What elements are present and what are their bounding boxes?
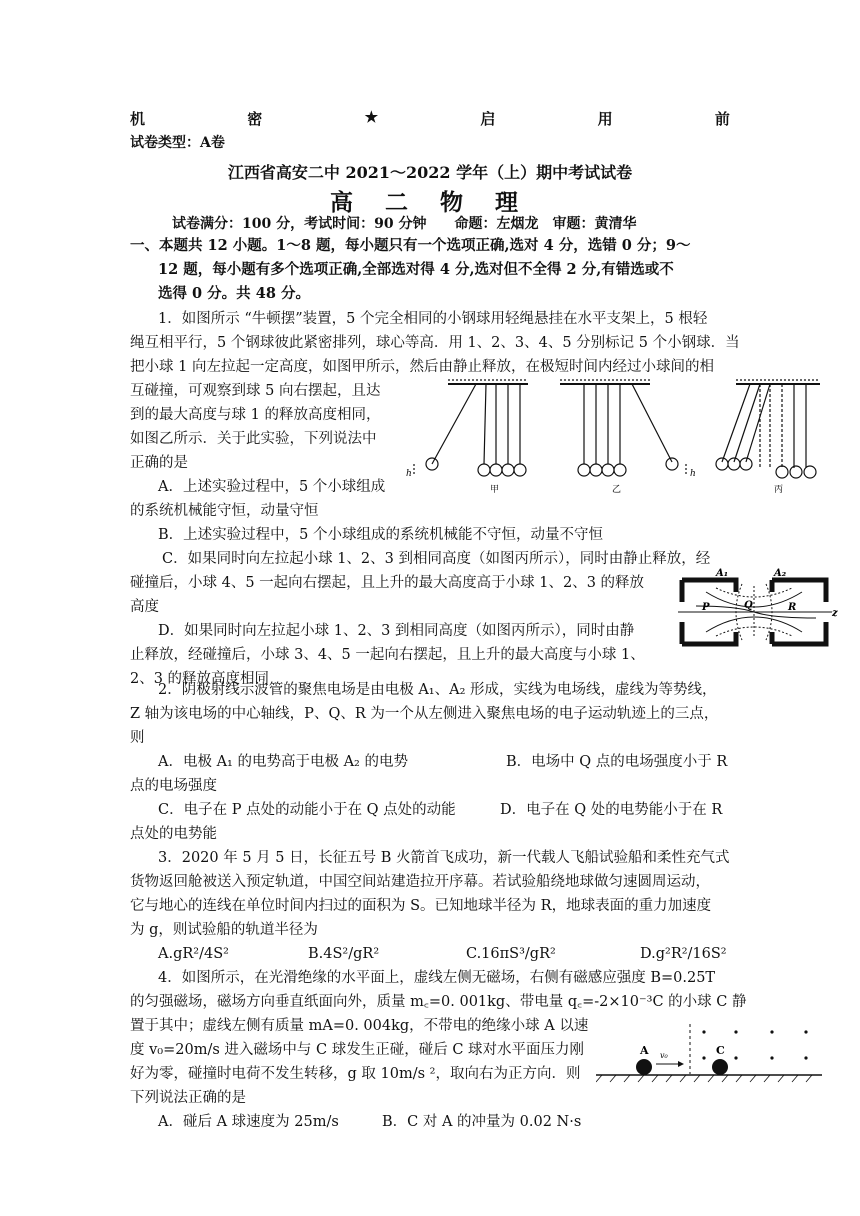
q1-option-d: D．如果同时向左拉起小球 1、2、3 到相同高度（如图丙所示），同时由静 bbox=[158, 623, 635, 639]
q2-text: 2．阴极射线示波管的聚焦电场是由电极 A₁、A₂ 形成，实线为电场线，虚线为等势线， bbox=[158, 682, 717, 698]
q4-text: 下列说法正确的是 bbox=[130, 1090, 246, 1106]
q2-option-d: D．电子在 Q 处的电势能小于在 R bbox=[500, 802, 723, 818]
velocity-label: v₀ bbox=[660, 1051, 668, 1060]
q3-text: 它与地心的连线在单位时间内扫过的面积为 S。已知地球半径为 R，地球表面的重力加速度 bbox=[130, 898, 712, 914]
q1-text: 绳互相平行，5 个钢球彼此紧密排列，球心等高．用 1、2、3、4、5 分别标记 5 个小钢球．当 bbox=[130, 335, 740, 351]
q3-option-c: C.16πS³/gR² bbox=[466, 946, 556, 962]
q1-text: 互碰撞，可观察到球 5 向右摆起，且达 bbox=[130, 383, 381, 399]
section-instructions: 一、本题共 12 小题。1～8 题，每小题只有一个选项正确,选对 4 分，选错 0 分；9～ bbox=[130, 237, 691, 254]
secret-word: 用 bbox=[597, 110, 613, 128]
q3-option-a: A.gR²/4S² bbox=[158, 946, 229, 962]
secret-word: 前 bbox=[714, 110, 730, 128]
q1-text: 1．如图所示 “牛顿摆”装置，5 个完全相同的小钢球用轻绳悬挂在水平支架上，5 根轻 bbox=[158, 311, 708, 327]
q1-text: 正确的是 bbox=[130, 455, 188, 471]
confidential-banner bbox=[130, 108, 730, 129]
point-r-label: R bbox=[788, 602, 797, 613]
ball-a-label: A bbox=[640, 1044, 649, 1057]
q1-text: 如图乙所示．关于此实验，下列说法中 bbox=[130, 431, 377, 447]
q2-option-a: A．电极 A₁ 的电势高于电极 A₂ 的电势 bbox=[158, 754, 408, 770]
focusing-field-figure bbox=[676, 562, 840, 662]
electrode-a1-label: A₁ bbox=[716, 568, 729, 579]
q1-option-c: 碰撞后，小球 4、5 一起向右摆起，且上升的最大高度高于小球 1、2、3 的释放 bbox=[130, 575, 645, 591]
q4-option-b: B．C 对 A 的冲量为 0.02 N·s bbox=[382, 1114, 582, 1130]
q4-option-a: A．碰后 A 球速度为 25m/s bbox=[158, 1114, 339, 1130]
q3-option-d: D.g²R²/16S² bbox=[640, 946, 727, 962]
q1-option-c: 高度 bbox=[130, 599, 159, 615]
q2-text: Z 轴为该电场的中心轴线，P、Q、R 为一个从左侧进入聚焦电场的电子运动轨迹上的三点， bbox=[130, 706, 719, 722]
secret-word: 密 bbox=[247, 110, 263, 128]
z-axis-label: z bbox=[832, 608, 838, 619]
q1-option-d: 2、3 的释放高度相同 bbox=[130, 671, 270, 687]
q1-option-c: C．如果同时向左拉起小球 1、2、3 到相同高度（如图丙所示），同时由静止释放，经 bbox=[162, 551, 711, 567]
section-instructions: 12 题，每小题有多个选项正确,全部选对得 4 分,选对但不全得 2 分,有错选或不 bbox=[158, 261, 674, 278]
figure-label-bing: 丙 bbox=[774, 485, 784, 495]
section-instructions: 选得 0 分。共 48 分。 bbox=[158, 285, 310, 302]
q2-text: 则 bbox=[130, 730, 145, 746]
figure-label-yi: 乙 bbox=[612, 485, 622, 495]
collision-figure bbox=[596, 1020, 832, 1084]
secret-star: ★ bbox=[364, 108, 379, 126]
electrode-a2-label: A₂ bbox=[774, 568, 787, 579]
q3-text: 为 g，则试验船的轨道半径为 bbox=[130, 922, 318, 938]
q1-option-d: 止释放，经碰撞后，小球 3、4、5 一起向右摆起，且上升的最大高度与小球 1、 bbox=[130, 647, 645, 663]
q3-text: 3．2020 年 5 月 5 日，长征五号 B 火箭首飞成功，新一代载人飞船试验船和柔性充气式 bbox=[158, 850, 730, 866]
subject-title: 高 二 物 理 bbox=[329, 189, 531, 216]
q3-option-b: B.4S²/gR² bbox=[308, 946, 380, 962]
q1-option-a: 的系统机械能守恒，动量守恒 bbox=[130, 503, 319, 519]
q1-text: 到的最大高度与球 1 的释放高度相同， bbox=[130, 407, 381, 423]
height-label: h bbox=[406, 469, 412, 479]
point-p-label: P bbox=[702, 602, 710, 613]
q4-text: 4．如图所示，在光滑绝缘的水平面上，虚线左侧无磁场，右侧有磁感应强度 B=0.25T bbox=[158, 970, 716, 986]
secret-word: 启 bbox=[480, 110, 496, 128]
q4-text: 好为零，碰撞时电荷不发生转移，g 取 10m/s ²，取向右为正方向．则 bbox=[130, 1066, 581, 1082]
secret-word: 机 bbox=[130, 110, 146, 128]
paper-type: 试卷类型：A卷 bbox=[130, 135, 225, 151]
height-label: h bbox=[690, 469, 696, 479]
school-title: 江西省高安二中 2021～2022 学年（上）期中考试试卷 bbox=[227, 163, 633, 182]
q1-option-a: A．上述实验过程中，5 个小球组成 bbox=[158, 479, 386, 495]
q4-text: 的匀强磁场，磁场方向垂直纸面向外，质量 m꜀=0. 001kg、带电量 q꜀=-2×10⁻³C 的小球 C 静 bbox=[130, 994, 747, 1010]
q4-text: 度 v₀=20m/s 进入磁场中与 C 球发生正碰，碰后 C 球对水平面压力刚 bbox=[130, 1042, 585, 1058]
q3-text: 货物返回舱被送入预定轨道，中国空间站建造拉开序幕。若试验船绕地球做匀速圆周运动， bbox=[130, 874, 710, 890]
newtons-cradle-figure bbox=[400, 376, 840, 496]
q2-option-b: 点的电场强度 bbox=[130, 778, 217, 794]
point-q-label: Q bbox=[744, 600, 753, 611]
q2-option-d: 点处的电势能 bbox=[130, 826, 217, 842]
q1-option-b: B．上述实验过程中，5 个小球组成的系统机械能不守恒，动量不守恒 bbox=[158, 527, 603, 543]
q1-text: 把小球 1 向左拉起一定高度，如图甲所示，然后由静止释放，在极短时间内经过小球间的相 bbox=[130, 359, 714, 375]
exam-info: 试卷满分：100 分，考试时间：90 分钟 命题：左烟龙 审题：黄清华 bbox=[172, 216, 637, 232]
figure-label-jia: 甲 bbox=[490, 485, 500, 495]
q4-text: 置于其中；虚线左侧有质量 mA=0. 004kg，不带电的绝缘小球 A 以速 bbox=[130, 1018, 589, 1034]
q2-option-b: B．电场中 Q 点的电场强度小于 R bbox=[506, 754, 728, 770]
q2-option-c: C．电子在 P 点处的动能小于在 Q 点处的动能 bbox=[158, 802, 456, 818]
ball-c-label: C bbox=[716, 1044, 725, 1057]
